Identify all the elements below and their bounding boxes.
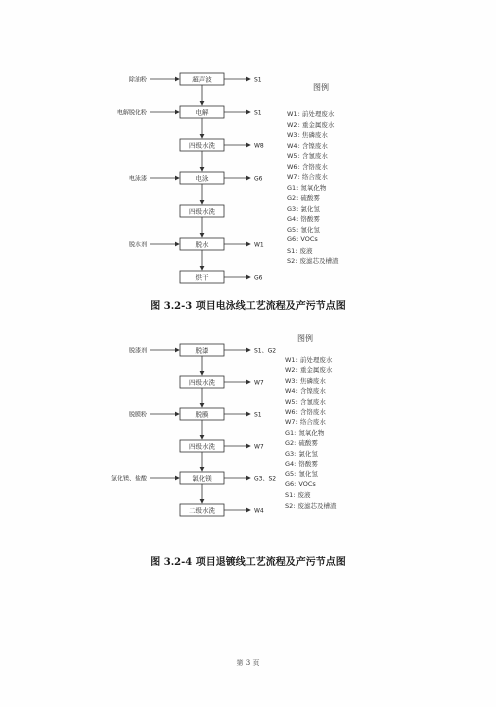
pollutant-output: G6 bbox=[254, 274, 263, 282]
step-label: 烘干 bbox=[195, 273, 209, 282]
legend-item: W7: 络合废水 bbox=[285, 418, 326, 427]
pollutant-output: G3、S2 bbox=[254, 475, 277, 483]
legend-item: W5: 含氰废水 bbox=[285, 397, 326, 406]
legend-item: W1: 前处理废水 bbox=[287, 110, 335, 118]
process-step bbox=[180, 504, 264, 516]
legend-title: 图例 bbox=[313, 83, 329, 92]
process-step bbox=[117, 106, 262, 138]
process-step bbox=[180, 139, 264, 171]
pollutant-output: W8 bbox=[254, 142, 264, 150]
step-label: 二级水洗 bbox=[189, 506, 215, 515]
step-label: 四级水洗 bbox=[189, 442, 215, 451]
legend-item: W6: 含铬废水 bbox=[285, 408, 326, 416]
step-label: 四级水洗 bbox=[189, 141, 215, 150]
legend-item: G1: 氮氧化物 bbox=[287, 183, 327, 192]
step-label: 超声波 bbox=[192, 75, 212, 84]
legend-item: G6: VOCs bbox=[285, 479, 316, 488]
legend-item: W4: 含镍废水 bbox=[287, 141, 328, 150]
input-material: 除油粉 bbox=[128, 76, 147, 84]
process-step bbox=[129, 73, 262, 105]
step-label: 脱漆 bbox=[195, 346, 209, 355]
legend-item: G5: 氰化氢 bbox=[285, 470, 318, 479]
figure-caption: 图 3.2-3 项目电泳线工艺流程及产污节点图 bbox=[150, 301, 346, 312]
figure-caption: 图 3.2-4 项目退镀线工艺流程及产污节点图 bbox=[150, 557, 346, 568]
input-material: 脱漆剂 bbox=[128, 347, 147, 355]
legend-item: W3: 焦磷废水 bbox=[287, 131, 328, 139]
process-step bbox=[180, 205, 224, 237]
step-label: 电泳 bbox=[195, 174, 209, 183]
pollutant-output: W7 bbox=[254, 443, 264, 451]
legend-item: G3: 氯化氢 bbox=[287, 204, 320, 213]
legend-item: W1: 前处理废水 bbox=[285, 356, 333, 364]
pollutant-output: G6 bbox=[254, 175, 263, 183]
legend-item: W2: 重金属废水 bbox=[285, 366, 333, 375]
process-step bbox=[129, 408, 262, 439]
legend-item: S2: 废滤芯及槽渣 bbox=[285, 501, 337, 510]
pollutant-output: W7 bbox=[254, 379, 264, 387]
legend-item: S1: 废液 bbox=[285, 491, 311, 500]
step-label: 四级水洗 bbox=[189, 207, 215, 216]
input-material: 脱膜粉 bbox=[128, 411, 147, 419]
legend-item: G2: 硫酸雾 bbox=[285, 439, 318, 448]
legend-item: G1: 氮氧化物 bbox=[285, 428, 325, 437]
legend-item: W5: 含氰废水 bbox=[287, 152, 328, 160]
step-label: 氯化镁 bbox=[192, 474, 212, 483]
legend-item: G4: 铬酸雾 bbox=[285, 460, 318, 468]
process-step bbox=[180, 271, 263, 283]
legend-item: W3: 焦磷废水 bbox=[285, 376, 326, 385]
step-label: 脱水 bbox=[195, 240, 209, 249]
stripping-flow-diagram bbox=[0, 330, 496, 560]
legend-item: W7: 络合废水 bbox=[287, 173, 328, 181]
legend-item: G2: 硫酸雾 bbox=[287, 194, 320, 202]
pollutant-output: S1 bbox=[254, 411, 262, 419]
process-step bbox=[111, 472, 276, 503]
legend-item: G4: 铬酸雾 bbox=[287, 215, 320, 223]
input-material: 氯化镁、盐酸 bbox=[110, 475, 147, 483]
legend-item: W6: 含铬废水 bbox=[287, 162, 328, 171]
page-number: 第 3 页 bbox=[236, 659, 260, 667]
step-label: 脱膜 bbox=[195, 410, 209, 419]
process-step bbox=[129, 238, 264, 270]
process-step bbox=[129, 172, 263, 204]
pollutant-output: S1、G2 bbox=[254, 347, 277, 355]
process-step bbox=[180, 376, 264, 407]
legend-item: W4: 含镍废水 bbox=[285, 387, 326, 396]
pollutant-output: W4 bbox=[254, 507, 264, 515]
pollutant-output: S1 bbox=[254, 76, 262, 84]
process-step bbox=[180, 440, 264, 471]
legend-item: G6: VOCs bbox=[287, 235, 318, 243]
input-material: 电解脱化粉 bbox=[116, 109, 147, 117]
pollutant-output: S1 bbox=[254, 109, 262, 117]
input-material: 电泳漆 bbox=[128, 175, 147, 183]
input-material: 脱水剂 bbox=[128, 241, 147, 249]
legend-item: S1: 废液 bbox=[287, 246, 313, 255]
legend-item: G5: 氰化氢 bbox=[287, 225, 320, 234]
legend-item: G3: 氯化氢 bbox=[285, 449, 318, 458]
legend-item: S2: 废滤芯及槽渣 bbox=[287, 257, 339, 265]
legend-item: W2: 重金属废水 bbox=[287, 120, 335, 129]
pollutant-output: W1 bbox=[254, 241, 264, 249]
legend-title: 图例 bbox=[297, 334, 313, 343]
process-step bbox=[129, 344, 276, 375]
step-label: 四级水洗 bbox=[189, 378, 215, 387]
step-label: 电解 bbox=[195, 108, 209, 117]
